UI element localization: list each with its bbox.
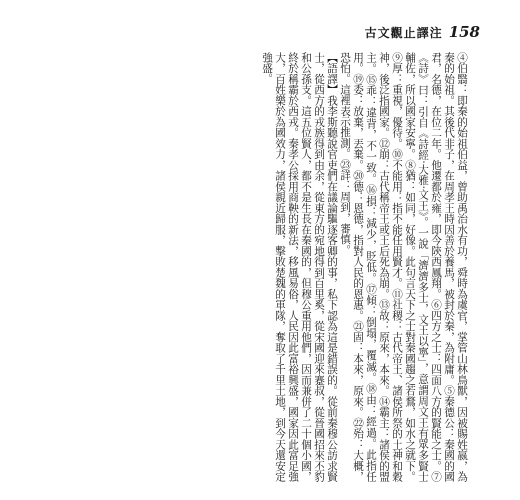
header-title: 古文觀止譯注 [364, 25, 443, 40]
body-text [43, 52, 468, 482]
running-header [40, 22, 480, 42]
annotation-notes: ④伯翳：即秦的始祖伯益，曾助禹治水有功，舜時為虞官，掌管山林鳥獸，因被賜姓嬴，為秦的始祖。其後代非子，在周孝王時因善於養馬，被封於秦，為附庸。⑤秦德公：秦國的國君，名德，在位二年。他遷都於雍，即今陝西鳳翔。⑥四方之士：四面八方的賢能之士。⑦《詩》曰：引自《詩經‧大雅‧文王》。一說「濟濟多士，文王以寧」，意謂周文王有眾多賢士輔佐，所以國家安寧。⑧猶：如同，好像。此句言天下之士對秦國趨之若鶩，如水之就下。⑨厚：重視，優待。⑩不能用：指不能任用賢才。⑪社稷：古代帝王、諸侯所祭的土神和穀神，後泛指國家。⑫崩：古代稱帝王或王后死為崩。⑬故：原來，本來。⑭霸主：諸侯的盟主。⑮乖：違背，不一致。⑯損：減少，貶低。⑰傾：倒塌，覆滅。⑱由：經過。此指任用。⑲委：放棄，丟棄。⑳德：恩德，指對人民的恩惠。㉑固：本來，原來。㉒殆：大概，恐怕。這裡表示推測。㉓詳：周到，審慎。 [339, 52, 468, 482]
page-number: 158 [448, 23, 480, 41]
translation-paragraph: 【語譯】我李斯聽說官吏們在議論驅逐客卿的事，私下認為這是錯誤的。從前秦穆公訪求賢士，從西方的戎族得到由余，從東方的宛地得到百里奚，從宋國迎來蹇叔，從晉國招來丕豹和公孫支。這五位賢人，都不是生長在秦國的，但穆公重用他們，因而兼併了二十個小國，終於稱霸於西戎。秦孝公採用商鞅的新法，移風易俗，人民因此富裕興盛，國家因此富足強大，百姓樂於為國效力，諸侯親近歸服，擊敗楚魏的軍隊，奪取了千里土地，到今天還安定強盛。 [261, 52, 338, 482]
